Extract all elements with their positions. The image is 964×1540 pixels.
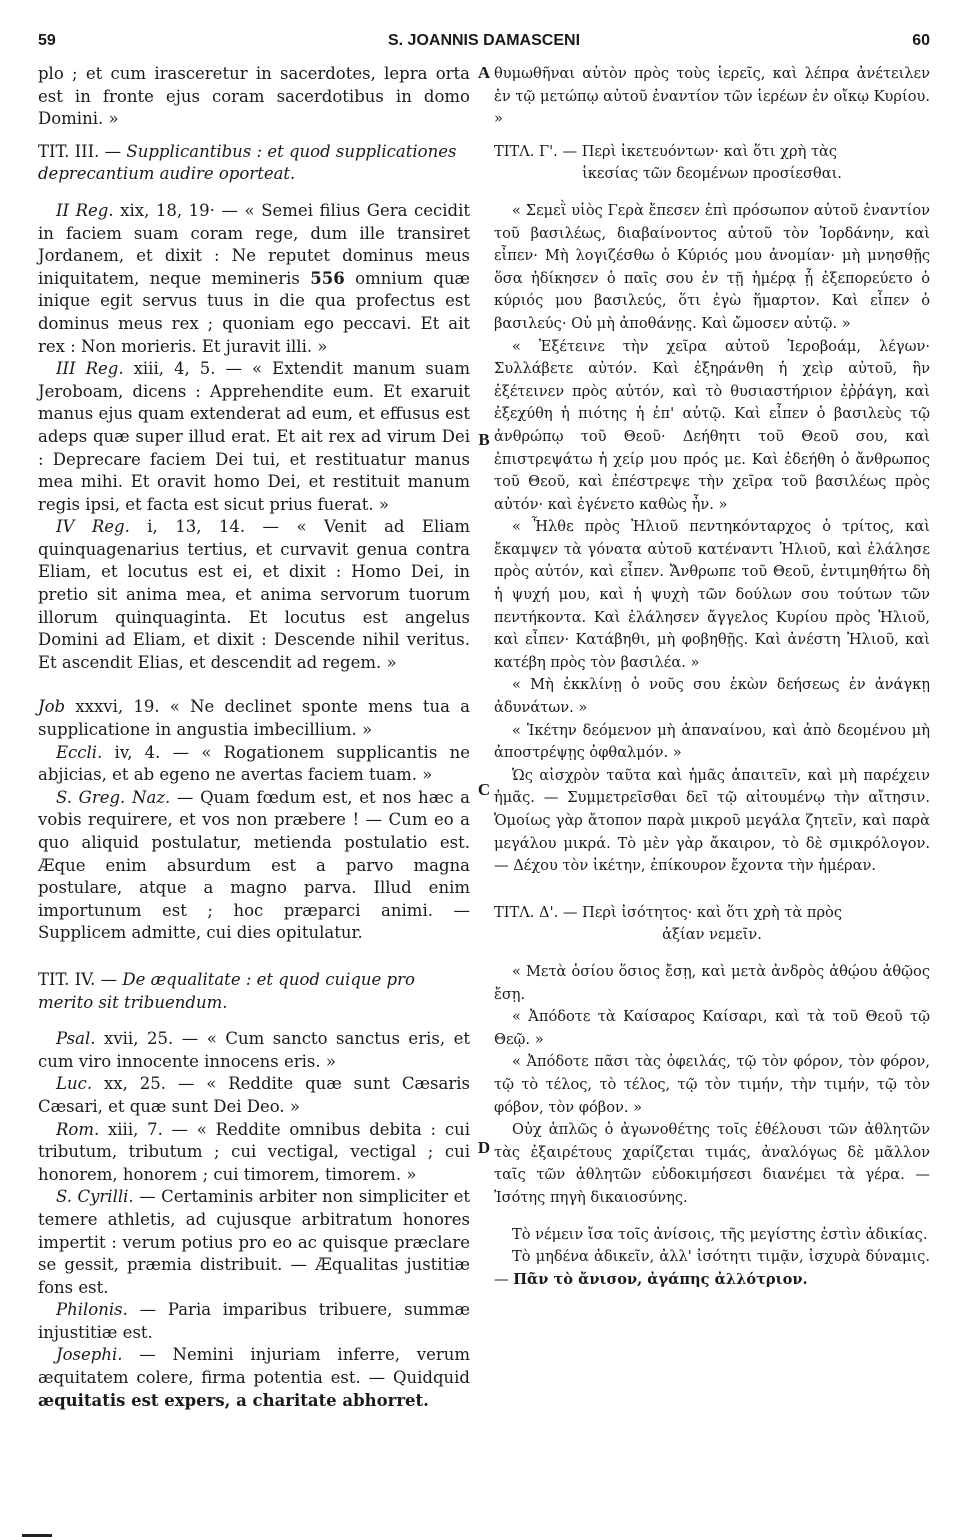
margin-letter-b: B [478,430,490,449]
page-number-right: 60 [912,32,930,49]
latin-paragraph: II Reg. xix, 18, 19· — « Semei filius Gera cecidit in faciem suam coram rege, dum ille transiret Jordanem, et dixit : Ne reputet dominus meus iniquitatem, neque memineris 556 omnium quæ inique egit servus tuus in die qua profectus est dominus meus rex ; quoniam ego peccavi. Et ait rex : Non morieris. Et juravit illi. » [38,200,470,356]
bible-ref: III Reg. [56,359,124,379]
author-ref: Philonis. [56,1300,128,1320]
title-text: De æqualitate : et quod cuique pro merito sit tribuendum. [38,969,415,1012]
greek-column [494,63,930,1291]
title-text: Supplicantibus : et quod supplicationes deprecantium audire oporteat. [38,141,457,184]
running-header [38,32,930,56]
bible-ref: Job [38,697,66,717]
column-number: 556 [310,268,345,288]
bible-ref: II Reg. [56,200,114,220]
greek-paragraph: « Ἱκέτην δεόμενον μὴ ἀπαναίνου, καὶ ἀπὸ δεομένου μὴ ἀποστρέψῃς ὀφθαλμόν. » [494,721,930,762]
latin-paragraph: Eccli. iv, 4. — « Rogationem supplicantis ne abjicias, et ab egeno ne avertas faciem tuam. » [38,742,470,785]
greek-paragraph: « Ἦλθε πρὸς Ἠλιοῦ πεντηκόνταρχος ὁ τρίτος, καὶ ἔκαμψεν τὰ γόνατα αὐτοῦ κατέναντι Ἠλιοῦ, καὶ ἐλάλησε πρὸς αὐτόν, καὶ εἶπεν. Ἄνθρωπε τοῦ Θεοῦ, ἐντιμηθήτω δὴ ἡ ψυχή μου, καὶ ἡ ψυχὴ τῶν δούλων σου τούτων τῶν πεντήκοντα. Καὶ ἐλάλησεν ἄγγελος Κυρίου πρὸς Ἠλιοῦ, καὶ εἶπεν· Κατάβηθι, μὴ φοβηθῇς. Καὶ ἀνέστη Ἠλιοῦ, καὶ κατέβη πρὸς τὸν βασιλέα. » [494,518,930,671]
footer-rule [22,1534,52,1537]
author-ref: S. Cyrilli. [56,1187,134,1207]
bible-ref: Eccli. [56,742,103,762]
latin-paragraph: plo ; et cum irasceretur in sacerdotes, lepra orta est in fronte ejus coram sacerdotibus in domo Domini. » [38,64,470,129]
author-ref: S. Greg. Naz. [56,787,171,807]
title-label: ΤΙΤΛ. Γ'. — Περὶ ἱκετευόντων· καὶ ὅτι χρὴ τὰς [494,142,838,160]
greek-paragraph: Ὡς αἰσχρὸν ταῦτα καὶ ἡμᾶς ἀπαιτεῖν, καὶ μὴ παρέχειν ἡμᾶς. — Συμμετρεῖσθαι δεῖ τῷ αἰτουμένῳ τὴν αἴτησιν. Ὁμοίως γὰρ ἄτοπον παρὰ μικροῦ μεγάλα ζητεῖν, καὶ παρὰ μεγάλου μικρά. Τὸ μὲν γὰρ ἄκαιρον, τὸ δὲ σμικρόλογον. — Δέχου τὸν ἱκέτην, ἐπίκουρον ἔχοντα τὴν ἡμέραν. [494,766,930,875]
greek-paragraph: « Μετὰ ὁσίου ὅσιος ἔσῃ, καὶ μετὰ ἀνδρὸς ἀθῴου ἀθῷος ἔσῃ. [494,962,930,1003]
margin-letter-d: D [477,1138,491,1157]
greek-paragraph: Τὸ νέμειν ἴσα τοῖς ἀνίσοις, τῆς μεγίστης ἐστὶν ἀδικίας. [512,1225,928,1243]
greek-paragraph: θυμωθῆναι αὐτὸν πρὸς τοὺς ἱερεῖς, καὶ λέπρα ἀνέτειλεν ἐν τῷ μετώπῳ αὐτοῦ ἐναντίον τῶν ἱερέων ἐν οἴκῳ Κυρίου. » [494,65,930,128]
greek-paragraph: « Ἀπόδοτε πᾶσι τὰς ὀφειλάς, τῷ τὸν φόρον, τὸν φόρον, τῷ τὸ τέλος, τὸ τέλος, τῷ τὸν τιμήν, τὴν τιμήν, τῷ τὸν φόβον, τὸν φόβον. » [494,1053,930,1116]
greek-paragraph: Οὐχ ἁπλῶς ὁ ἀγωνοθέτης τοῖς ἐθέλουσι τῶν ἀθλητῶν τὰς ἐξαιρέτους χαρίζεται τιμάς, ἀναλόγως δὲ μᾶλλον ταῖς τῶν ἀθλητῶν εὐδοκιμήσεσι διανέμει τὰ γέρα. — Ἰσότης πηγὴ δικαιοσύνης. [494,1121,930,1206]
running-title: S. JOANNIS DAMASCENI [387,32,581,49]
title-label: TIT. IV. — [38,969,123,989]
latin-title-iii [38,141,470,186]
bible-ref: Rom. [56,1119,100,1139]
latin-paragraph: S. Cyrilli. — Certaminis arbiter non simpliciter et temere athletis, ad cujusque arbitratum honores impertit : verum potius pro eo ac quisque præclare se gessit, præmia distribuit. — Æqualitas justitiæ fons est. [38,1187,470,1297]
greek-paragraph: « Ἀπόδοτε τὰ Καίσαρος Καίσαρι, καὶ τὰ τοῦ Θεοῦ τῷ Θεῷ. » [494,1008,930,1048]
title-label: TIT. III. — [38,141,127,161]
greek-title-iv [494,902,930,947]
bible-ref: Luc. [56,1074,93,1094]
latin-paragraph: Luc. xx, 25. — « Reddite quæ sunt Cæsaris Cæsari, et quæ sunt Dei Deo. » [38,1074,470,1116]
latin-paragraph: Philonis. — Paria imparibus tribuere, summæ injustitiæ est. [38,1300,470,1342]
title-label: ΤΙΤΛ. Δ'. — Περὶ ἰσότητος· καὶ ὅτι χρὴ τὰ πρὸς [494,903,842,921]
greek-paragraph: Τὸ μηδένα ἀδικεῖν, ἀλλ' ἰσότητι τιμᾷν, ἰσχυρὰ δύναμις. — Πᾶν τὸ ἄνισον, ἀγάπης ἀλλότριον. [494,1248,930,1288]
margin-letter-a: A [477,63,491,82]
latin-column [38,63,470,1412]
bible-ref: Psal. [56,1029,96,1049]
greek-paragraph: « Μὴ ἐκκλίνῃ ὁ νοῦς σου ἑκὼν δεήσεως ἐν ἀνάγκῃ ἀδυνάτων. » [494,676,930,717]
latin-paragraph: III Reg. xiii, 4, 5. — « Extendit manum suam Jeroboam, dicens : Apprehendite eum. Et exaruit manus ejus quam extenderat ad eum, et effusus est adeps quæ super illud erat. Et ait rex ad virum Dei : Deprecare faciem Dei tui, et restituatur manus mea mihi. Et oravit homo Dei, et restituit manum regis ipsi, et facta est sicut prius fuerat. » [38,359,470,514]
latin-paragraph: Psal. xvii, 25. — « Cum sancto sanctus eris, et cum viro innocente innocens eris. » [38,1029,470,1071]
bible-ref: IV Reg. [56,517,130,537]
latin-paragraph: IV Reg. i, 13, 14. — « Venit ad Eliam quinquagenarius tertius, et curvavit genua contra Eliam, et locutus est ei, et dixit : Homo Dei, in pretio sit anima mea, et anima servorum tuorum illorum quinquaginta. Et locutus est angelus Domini ad Eliam, et dixit : Descende nihil veritus. Et ascendit Elias, et descendit ad regem. » [38,517,470,672]
latin-paragraph: S. Greg. Naz. — Quam fœdum est, et nos hæc a vobis requirere, et vos non præbere ! — Cum eo a quo aliquid postulatur, metienda postulatio est. Æque enim absurdum est a parvo magna postulare, atque a magno parva. Illud enim importunum est ; hoc præparci animi. — Supplicem admitte, cui dies opitulatur. [38,787,470,943]
latin-paragraph: Job xxxvi, 19. « Ne declinet sponte mens tua a supplicatione in angustia imbecillium. » [38,697,470,740]
greek-paragraph: « Ἐξέτεινε τὴν χεῖρα αὐτοῦ Ἱεροβοάμ, λέγων· Συλλάβετε αὐτόν. Καὶ ἐξηράνθη ἡ χεὶρ αὐτοῦ, ἣν ἐξέτεινεν πρὸς αὐτόν, καὶ τὸ θυσιαστήριον ἐῤῥάγη, καὶ ἐξεχύθη ἡ πιότης ἡ ἐπ' αὐτῷ. Καὶ εἶπεν ὁ βασιλεὺς τῷ ἀνθρώπῳ τοῦ Θεοῦ· Δεήθητι τοῦ Θεοῦ σου, καὶ ἐπιστρεψάτω ἡ χείρ μου πρός με. Καὶ ἐδεήθη ὁ ἄνθρωπος τοῦ Θεοῦ, καὶ ἐπέστρεψε τὴν χεῖρα τοῦ βασιλέως πρὸς αὐτόν· καὶ ἐγένετο καθὼς ἦν. » [494,337,930,513]
greek-title-iii [494,141,930,186]
greek-paragraph: « Σεμεῒ υἱὸς Γερὰ ἔπεσεν ἐπὶ πρόσωπον αὐτοῦ ἐναντίον τοῦ βασιλέως, διαβαίνοντος αὐτοῦ τὸν Ἰορδάνην, καὶ εἶπεν· Μὴ λογιζέσθω ὁ Κύριός μου ἀνομίαν· μὴ μνησθῇς ὅσα ἠδίκησεν ὁ παῖς σου ἐν τῇ ἡμέρᾳ ᾗ ἐξεπορεύετο ὁ κύριός μου βασιλεύς, ὅτι ἐγὼ ἥμαρτον. Καὶ εἶπεν ὁ βασιλεύς· Οὐ μὴ ἀποθάνῃς. Καὶ ὤμοσεν αὐτῷ. » [494,201,930,332]
page-number-left: 59 [38,32,56,49]
title-text: ἱκεσίας τῶν δεομένων προσίεσθαι. [582,165,842,183]
margin-letter-c: C [477,780,491,799]
latin-paragraph: Rom. xiii, 7. — « Reddite omnibus debita : cui tributum, tributum ; cui vectigal, vectigal ; cui honorem, honorem ; cui timorem, timorem. » [38,1119,470,1184]
author-ref: Josephi. [56,1345,123,1365]
latin-title-iv [38,969,470,1014]
latin-paragraph: Josephi. — Nemini injuriam inferre, verum æquitatem colere, firma potentia est. — Quidquid æquitatis est expers, a charitate abhorret. [38,1345,470,1410]
title-text: ἀξίαν νεμεῖν. [662,926,762,944]
